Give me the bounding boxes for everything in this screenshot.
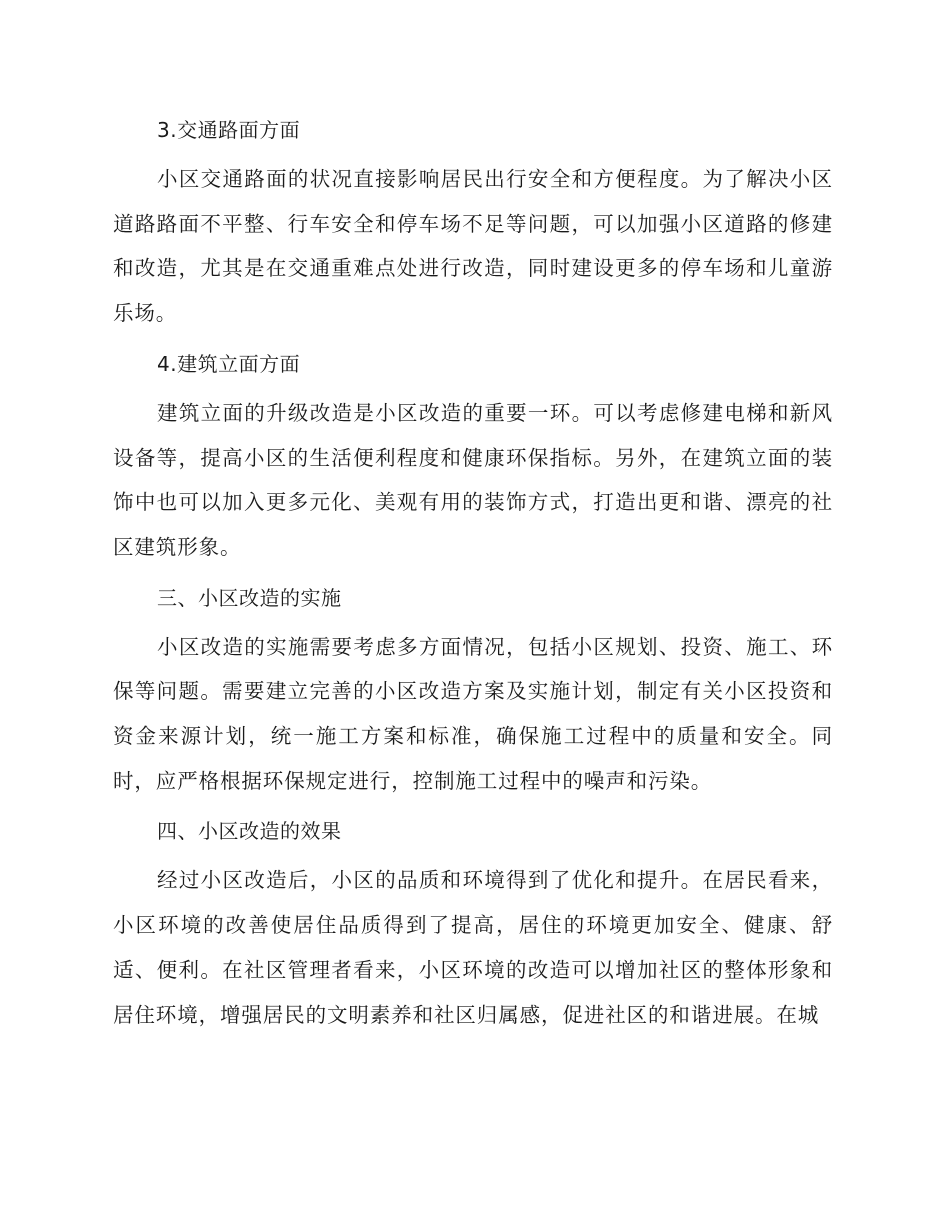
document-body — [113, 108, 833, 1043]
section-paragraph-building-facade: 建筑立面的升级改造是小区改造的重要一环。可以考虑修建电梯和新风设备等，提高小区的生活便利程度和健康环保指标。另外，在建筑立面的装饰中也可以加入更多元化、美观有用的装饰方式，打造出更和谐、漂亮的社区建筑形象。 — [113, 400, 833, 559]
section-heading-effects: 四、小区改造的效果 — [157, 819, 342, 844]
section-heading-implementation: 三、小区改造的实施 — [157, 585, 342, 610]
section-heading-building-facade: 4.建筑立面方面 — [157, 351, 301, 376]
section-paragraph-effects: 经过小区改造后，小区的品质和环境得到了优化和提升。在居民看来，小区环境的改善使居住品质得到了提高，居住的环境更加安全、健康、舒适、便利。在社区管理者看来，小区环境的改造可以增加社区的整体形象和居住环境，增强居民的文明素养和社区归属感，促进社区的和谐进展。在城 — [113, 868, 833, 1027]
section-paragraph-traffic-road: 小区交通路面的状况直接影响居民出行安全和方便程度。为了解决小区道路路面不平整、行车安全和停车场不足等问题，可以加强小区道路的修建和改造，尤其是在交通重难点处进行改造，同时建设更多的停车场和儿童游乐场。 — [113, 167, 833, 326]
section-heading-traffic-road: 3.交通路面方面 — [157, 118, 301, 142]
section-paragraph-implementation: 小区改造的实施需要考虑多方面情况，包括小区规划、投资、施工、环保等问题。需要建立完善的小区改造方案及实施计划，制定有关小区投资和资金来源计划，统一施工方案和标准，确保施工过程中的质量和安全。同时，应严格根据环保规定进行，控制施工过程中的噪声和污染。 — [113, 634, 833, 793]
